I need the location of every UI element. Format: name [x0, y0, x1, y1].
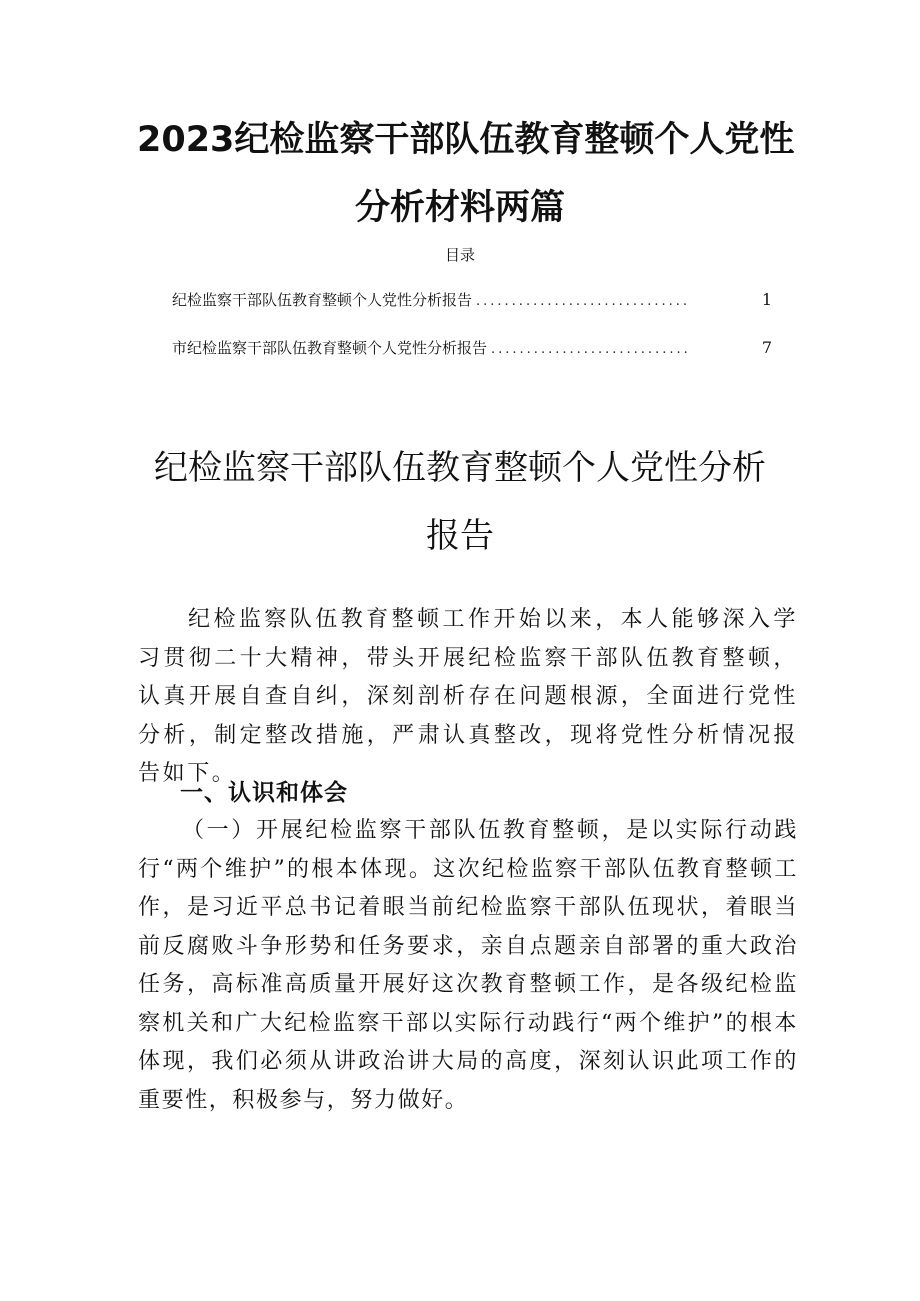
- toc-dot-leader: ............................: [491, 342, 691, 357]
- toc-heading: 目录: [444, 246, 475, 264]
- section-paragraph: （一）开展纪检监察干部队伍教育整顿，是以实际行动践行“两个维护”的根本体现。这次纪检监察干部队伍教育整顿工作，是习近平总书记着眼当前纪检监察干部队伍现状，着眼当前反腐败斗争形势和任务要求，亲自点题亲自部署的重大政治任务，高标准高质量开展好这次教育整顿工作，是各级纪检监察机关和广大纪检监察干部以实际行动践行“两个维护”的根本体现，我们必须从讲政治讲大局的高度，深刻认识此项工作的重要性，积极参与，努力做好。: [138, 818, 798, 1113]
- toc-entry[interactable]: [172, 289, 772, 313]
- toc-page-number: 7: [761, 338, 772, 357]
- toc-dot-leader: ..............................: [476, 294, 690, 309]
- document-title-line-2: 分析材料两篇: [354, 188, 565, 228]
- document-title-line-1: 2023纪检监察干部队伍教育整顿个人党性: [137, 120, 795, 160]
- toc-entry-label: 市纪检监察干部队伍教育整顿个人党性分析报告: [172, 339, 488, 357]
- section-heading: 一、认识和体会: [180, 780, 348, 806]
- intro-paragraph: 纪检监察队伍教育整顿工作开始以来，本人能够深入学习贯彻二十大精神，带头开展纪检监察干部队伍教育整顿，认真开展自查自纠，深刻剖析存在问题根源，全面进行党性分析，制定整改措施，严肃认真整改，现将党性分析情况报告如下。: [138, 607, 798, 786]
- toc-entry-label: 纪检监察干部队伍教育整顿个人党性分析报告: [172, 291, 473, 309]
- report-title-line-2: 报告: [426, 516, 494, 556]
- toc-page-number: 1: [761, 290, 772, 309]
- toc-entry[interactable]: [172, 337, 772, 361]
- report-title-line-1: 纪检监察干部队伍教育整顿个人党性分析: [154, 448, 766, 488]
